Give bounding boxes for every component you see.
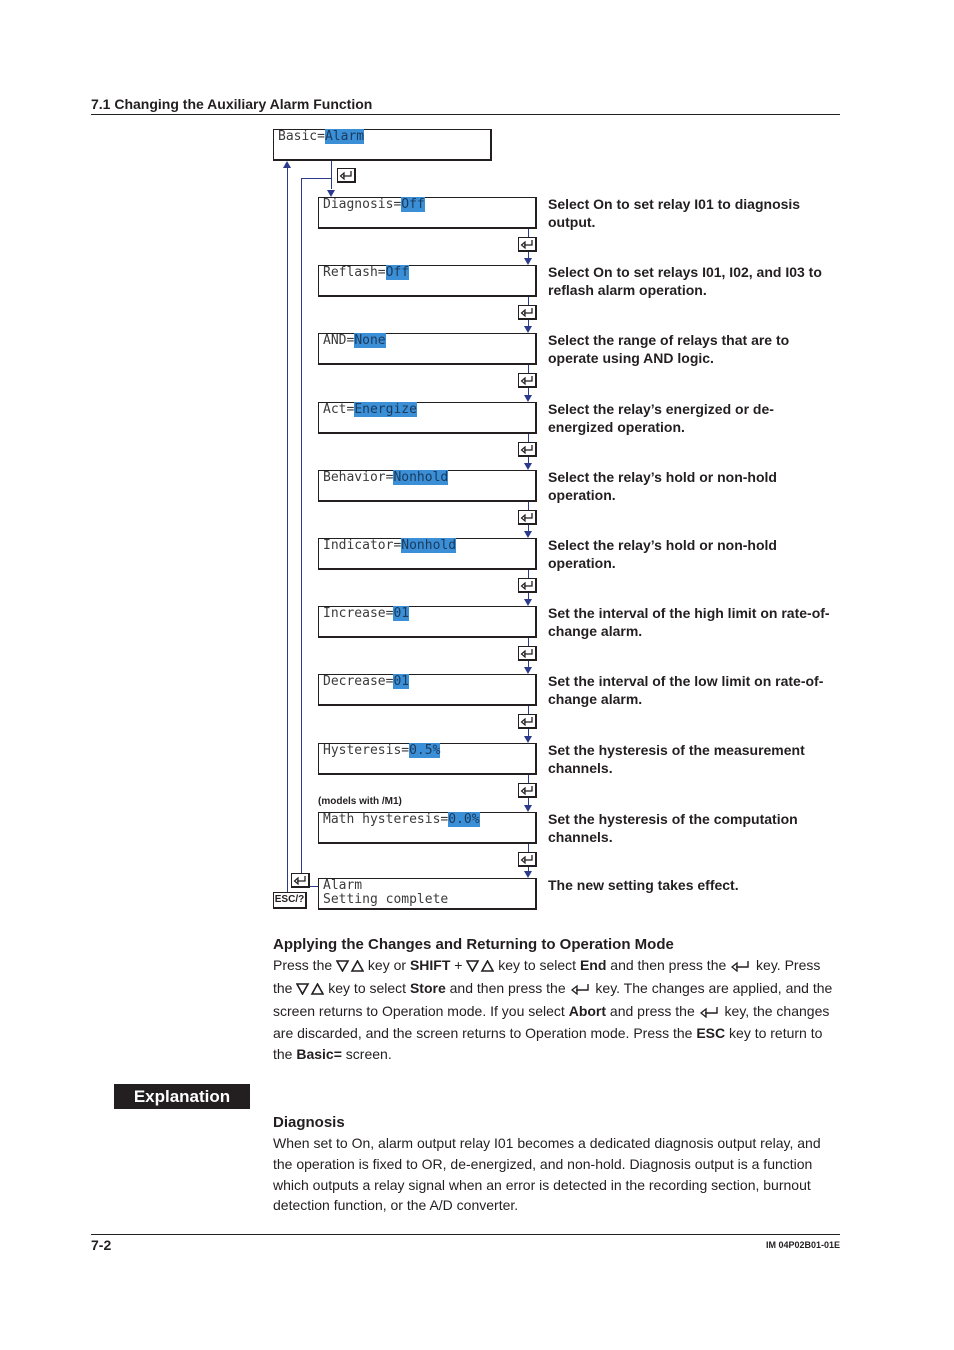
step-description: Select On to set relays I01, I02, and I03 to reflash alarm operation.: [548, 264, 822, 298]
enter-key-icon: [518, 714, 537, 729]
step-screen: [318, 197, 537, 229]
step-value: Nonhold: [401, 538, 457, 553]
return-line-enter: [301, 178, 302, 886]
flow-arrow: [327, 190, 335, 197]
explanation-label: Explanation: [114, 1084, 250, 1109]
enter-key-icon: [337, 168, 356, 183]
step-description: Select On to set relay I01 to diagnosis output.: [548, 196, 801, 230]
enter-key-icon: [518, 783, 537, 798]
setting-complete-text: [323, 879, 448, 907]
step-label: Decrease=: [323, 674, 394, 689]
applying-heading: Applying the Changes and Returning to Operation Mode: [273, 936, 674, 953]
step-label: Behavior=: [323, 470, 394, 485]
enter-key-icon: [518, 578, 537, 593]
step-value: 01: [393, 606, 410, 621]
diagnosis-paragraph: When set to On, alarm output relay I01 becomes a dedicated diagnosis output relay, and the operation is fixed to OR, de-energized, and non-hold. Diagnosis output is a function which outputs a relay signal when an error is detected in the recording section, burnout detection function, or the A/D converter.: [273, 1135, 821, 1214]
step-label: Act=: [323, 402, 355, 417]
flow-arrow: [524, 736, 532, 743]
step-screen-text: [323, 744, 440, 758]
models-note: (models with /M1): [318, 796, 402, 807]
enter-key-icon: [570, 980, 592, 1001]
step-value: None: [354, 333, 386, 348]
down-up-arrow-keys-icon: [466, 957, 494, 978]
step-screen: [318, 812, 537, 844]
basic-screen: [273, 129, 492, 161]
flow-arrow: [524, 599, 532, 606]
flow-arrow: [524, 805, 532, 812]
esc-key: ESC/?: [273, 892, 307, 909]
flow-arrow: [524, 531, 532, 538]
return-line-esc: [287, 168, 288, 892]
step-description: Select the relay’s hold or non-hold operation.: [548, 469, 777, 503]
step-label: Diagnosis=: [323, 197, 402, 212]
step-screen-text: [323, 334, 386, 348]
step-screen-text: [323, 471, 448, 485]
enter-key-icon: [518, 442, 537, 457]
enter-key-icon: [291, 873, 310, 888]
step-value: 0.5%: [409, 743, 441, 758]
step-label: Increase=: [323, 606, 394, 621]
step-label: Math hysteresis=: [323, 812, 449, 827]
step-screen: [318, 470, 537, 502]
step-value: Energize: [354, 402, 417, 417]
step-description: Select the range of relays that are to operate using AND logic.: [548, 332, 790, 366]
step-screen: [318, 333, 537, 365]
step-label: Reflash=: [323, 265, 386, 280]
step-description: Set the hysteresis of the computation channels.: [548, 811, 798, 845]
enter-key-icon: [518, 373, 537, 388]
step-screen-text: [323, 403, 417, 417]
step-value: Nonhold: [393, 470, 449, 485]
section-title: 7.1 Changing the Auxiliary Alarm Function: [91, 96, 373, 112]
step-description: Set the interval of the high limit on rate-of-change alarm.: [548, 605, 830, 639]
enter-key-icon: [699, 1003, 721, 1024]
enter-key-icon: [518, 510, 537, 525]
flow-arrow: [524, 463, 532, 470]
basic-value: Alarm: [324, 129, 365, 144]
step-screen-text: [323, 813, 480, 827]
step-label: Hysteresis=: [323, 743, 410, 758]
step-screen-text: [323, 266, 409, 280]
flow-arrow: [524, 258, 532, 265]
step-screen: [318, 402, 537, 434]
step-screen-text: [323, 675, 409, 689]
enter-key-icon: [518, 646, 537, 661]
step-screen-text: [323, 539, 456, 553]
step-description: Select the relay’s energized or de-energized operation.: [548, 401, 774, 435]
page-number: 7-2: [91, 1237, 112, 1253]
step-screen: [318, 743, 537, 775]
step-screen: [318, 265, 537, 297]
step-screen-text: [323, 607, 409, 621]
applying-paragraph: Press the key or SHIFT + key to select End and then press the key. Press the key to select Store and then press the key. The changes are applied, and the screen returns to Operation mode. If you select Abort and press the key, the changes are discarded, and the screen returns to Operation mode. Press the ESC key to return to the Basic= screen.: [273, 957, 833, 1063]
step-screen: [318, 538, 537, 570]
step-value: 01: [393, 674, 410, 689]
setting-complete-screen: [318, 878, 537, 910]
return-arrow-esc: [283, 161, 291, 168]
return-line-top: [301, 178, 331, 179]
step-value: Off: [385, 265, 410, 280]
step-value: Off: [401, 197, 425, 212]
step-label: AND=: [323, 333, 355, 348]
final-line2: Setting complete: [323, 892, 449, 907]
step-label: Indicator=: [323, 538, 402, 553]
header-rule: [91, 114, 840, 115]
footer-rule: [91, 1234, 840, 1235]
basic-screen-text: [278, 130, 364, 144]
step-description: Select the relay’s hold or non-hold operation.: [548, 537, 777, 571]
step-screen-text: [323, 198, 425, 212]
step-value: 0.0%: [448, 812, 480, 827]
enter-key-icon: [518, 237, 537, 252]
step-screen: [318, 674, 537, 706]
enter-key-icon: [518, 305, 537, 320]
flow-arrow: [524, 871, 532, 878]
document-id: IM 04P02B01-01E: [765, 1240, 840, 1250]
flow-arrow: [524, 667, 532, 674]
basic-label: Basic=: [278, 129, 325, 144]
diagnosis-heading: Diagnosis: [273, 1114, 345, 1131]
final-line1: Alarm: [323, 878, 363, 893]
step-description: Set the interval of the low limit on rate-of-change alarm.: [548, 673, 824, 707]
enter-key-icon: [730, 957, 752, 978]
flow-arrow: [524, 326, 532, 333]
flow-line: [331, 161, 332, 189]
step-screen: [318, 606, 537, 638]
flow-arrow: [524, 395, 532, 402]
final-description: The new setting takes effect.: [548, 877, 739, 893]
down-up-arrow-keys-icon: [296, 980, 324, 1001]
down-up-arrow-keys-icon: [336, 957, 364, 978]
step-description: Set the hysteresis of the measurement channels.: [548, 742, 805, 776]
enter-key-icon: [518, 852, 537, 867]
